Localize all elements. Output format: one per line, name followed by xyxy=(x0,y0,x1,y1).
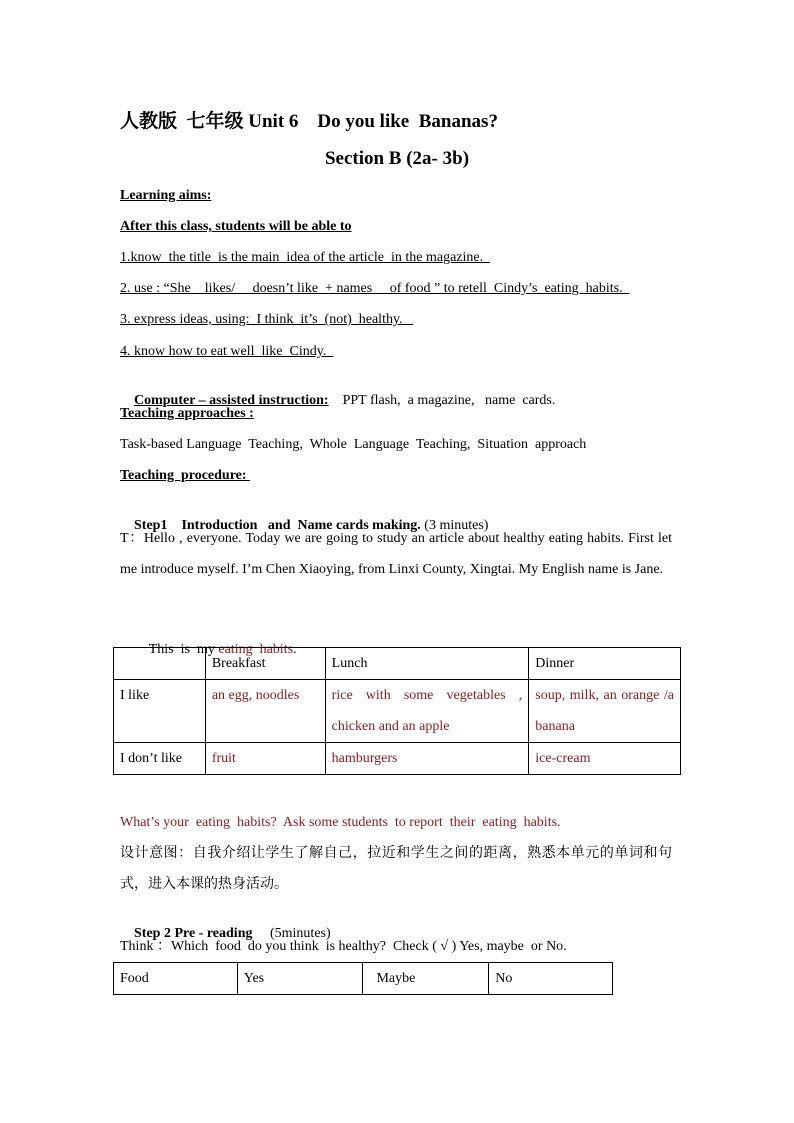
table-cell: soup, milk, an orange /a banana xyxy=(529,680,681,743)
step1-label: Step1 Introduction and Name cards making. xyxy=(134,518,421,533)
question-line: What’s your eating habits? Ask some students to report their eating habits. xyxy=(120,815,561,830)
approaches-heading: Teaching approaches : xyxy=(120,406,254,421)
eating-habits-highlight: eating habits xyxy=(218,642,294,657)
table-header-cell: No xyxy=(489,963,613,995)
table-header-cell: Lunch xyxy=(325,648,529,680)
table-cell: ice-cream xyxy=(529,743,681,775)
aims-intro: After this class, students will be able to xyxy=(120,219,352,234)
table-row xyxy=(114,743,681,775)
row-label: I don’t like xyxy=(114,743,206,775)
table-header-cell: Dinner xyxy=(529,648,681,680)
table-header-row xyxy=(114,963,613,995)
step1-paragraph: T：Hello , everyone. Today we are going to study an article about healthy eating habits. First let me introduce myself. I’m Chen Xiaoying, from Linxi County, Xingtai. My English name is Jane. xyxy=(120,531,672,577)
cai-label: Computer – assisted instruction: xyxy=(134,393,329,408)
food-check-table xyxy=(113,962,613,995)
approaches-value: Task-based Language Teaching, Whole Language Teaching, Situation approach xyxy=(120,437,587,452)
page-title: 人教版 七年级 Unit 6 Do you like Bananas? xyxy=(120,111,498,132)
table-header-cell: Food xyxy=(114,963,238,995)
table-cell: hamburgers xyxy=(325,743,529,775)
eating-habits-table xyxy=(113,647,681,775)
aim-item-4: 4. know how to eat well like Cindy. xyxy=(120,344,334,359)
period: . xyxy=(293,642,297,657)
table-header-cell: Yes xyxy=(237,963,363,995)
table-header-row xyxy=(114,648,681,680)
think-line: Think ：Which food do you think is healthy? Check ( √ ) Yes, maybe or No. xyxy=(120,939,567,954)
row-label: I like xyxy=(114,680,206,743)
aim-item-1: 1.know the title is the main idea of the article in the magazine. xyxy=(120,250,491,265)
table-cell: rice with some vegetables , chicken and an apple xyxy=(325,680,529,743)
procedure-heading: Teaching procedure: xyxy=(120,468,251,483)
aim-item-2: 2. use : “She likes/ doesn’t like + names of food ” to retell Cindy’s eating habits. xyxy=(120,281,630,296)
table-cell: an egg, noodles xyxy=(205,680,325,743)
table-cell: fruit xyxy=(205,743,325,775)
cai-value: PPT flash, a magazine, name cards. xyxy=(328,393,556,408)
table-header-cell: Maybe xyxy=(363,963,489,995)
step2-label: Step 2 Pre - reading xyxy=(134,926,253,941)
table-row xyxy=(114,680,681,743)
design-intent: 设计意图：自我介绍让学生了解自己，拉近和学生之间的距离，熟悉本单元的单词和句式，进入本课的热身活动。 xyxy=(120,845,672,892)
section-title: Section B (2a- 3b) xyxy=(324,148,470,169)
step2-time: (5minutes) xyxy=(252,926,331,941)
step1-time: (3 minutes) xyxy=(420,518,489,533)
table-header-cell xyxy=(114,648,206,680)
aim-item-3: 3. express ideas, using: I think it’s (not) healthy. xyxy=(120,312,414,327)
table-header-cell: Breakfast xyxy=(205,648,325,680)
this-is-text: This is my xyxy=(148,642,219,657)
learning-aims-heading: Learning aims: xyxy=(120,188,212,203)
